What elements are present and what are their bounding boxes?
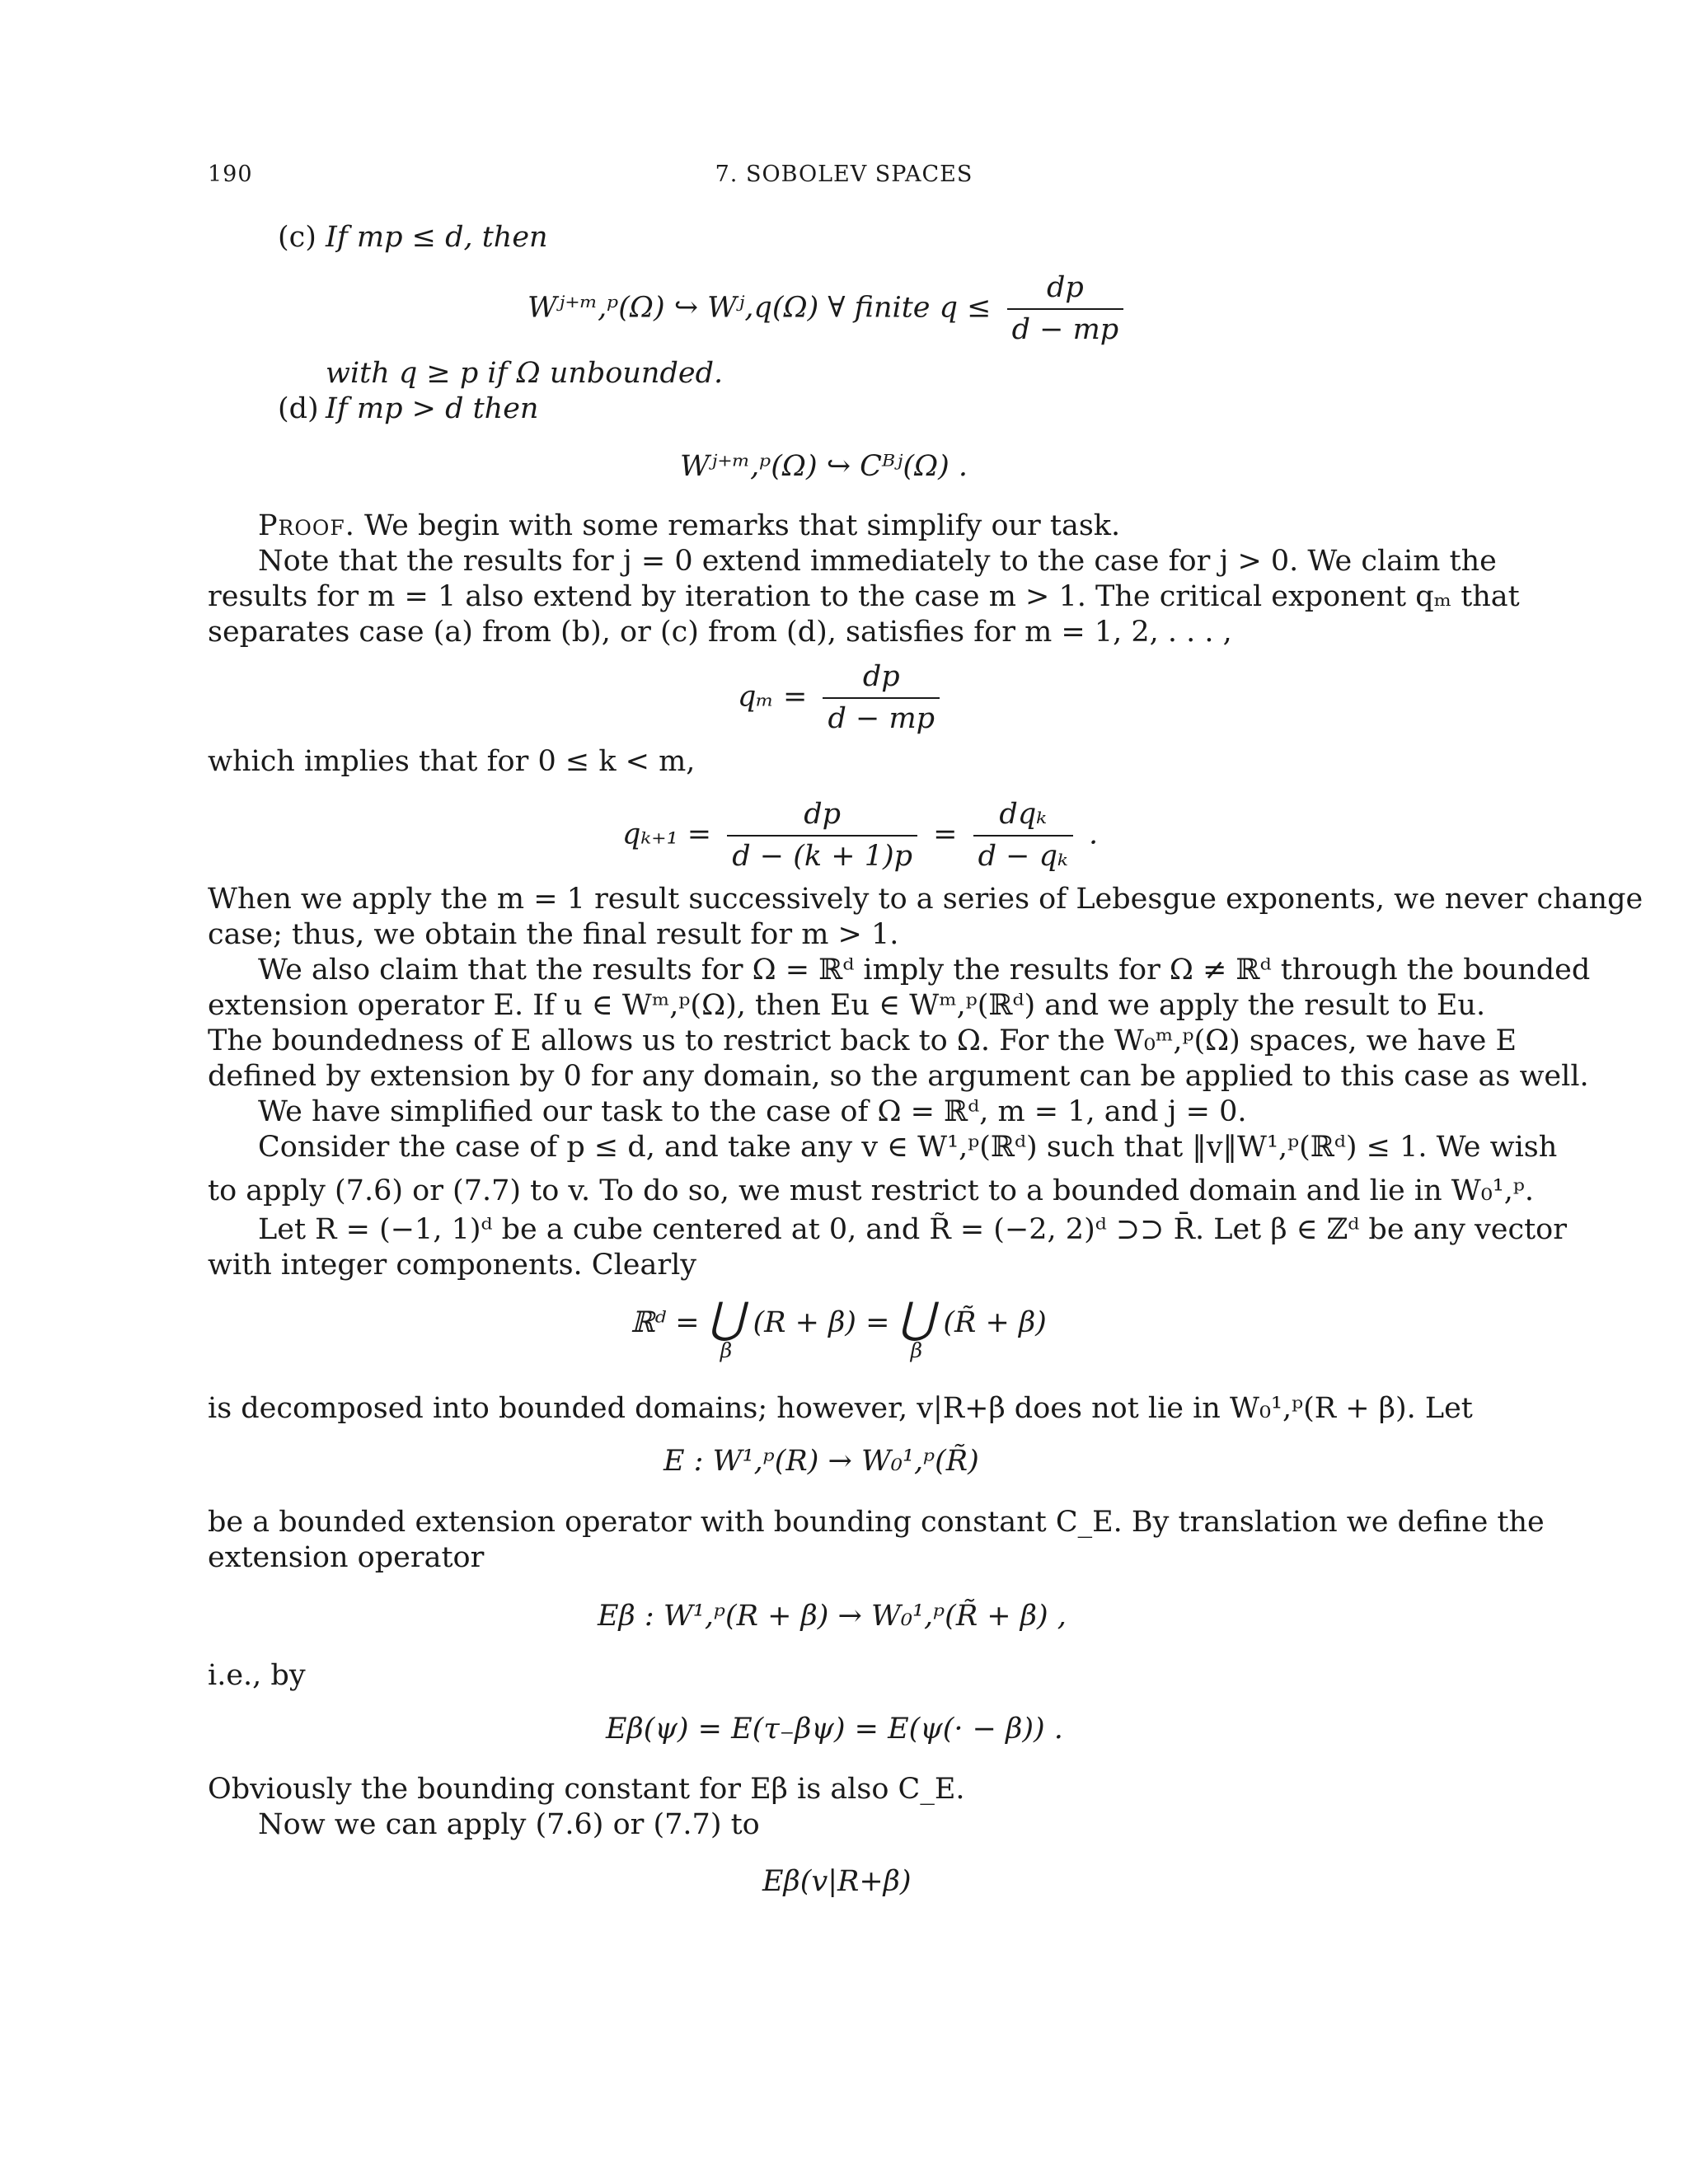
union-symbol: ⋃ bbox=[898, 1294, 935, 1343]
paragraph-5-line-2: to apply (7.6) or (7.7) to v. To do so, we must restrict to a bounded domain and lie in W₀¹,ᵖ. bbox=[208, 1174, 1535, 1207]
union-operator-2 bbox=[898, 1294, 935, 1363]
item-c-display-left: Wʲ⁺ᵐ,ᵖ(Ω) ↪ Wʲ,q(Ω) ∀ finite q ≤ bbox=[528, 291, 992, 325]
paragraph-1-line-1: Note that the results for j = 0 extend immediately to the case for j > 0. We claim the bbox=[258, 545, 1497, 578]
paragraph-5-line-1: Consider the case of p ≤ d, and take any v ∈ W¹,ᵖ(ℝᵈ) such that ‖v‖W¹,ᵖ(ℝᵈ) ≤ 1. We wish bbox=[258, 1131, 1558, 1164]
paragraph-6-line-1: Let R = (−1, 1)ᵈ be a cube centered at 0, and R̃ = (−2, 2)ᵈ ⊃⊃ R̄. Let β ∈ ℤᵈ be any vector bbox=[258, 1213, 1567, 1246]
item-c-continuation: with q ≥ p if Ω unbounded. bbox=[326, 357, 724, 390]
equation-qk-fraction-2 bbox=[973, 797, 1073, 874]
fraction-numerator: dp bbox=[1007, 270, 1124, 310]
paragraph-3-line-4: defined by extension by 0 for any domain, so the argument can be applied to this case as well. bbox=[208, 1060, 1589, 1093]
paragraph-8-line-1: be a bounded extension operator with bounding constant C_E. By translation we define the bbox=[208, 1506, 1545, 1539]
equation-union-rhs: (R̃ + β) bbox=[943, 1306, 1047, 1339]
paragraph-3-line-2: extension operator E. If u ∈ Wᵐ,ᵖ(Ω), then Eu ∈ Wᵐ,ᵖ(ℝᵈ) and we apply the result to Eu. bbox=[208, 989, 1486, 1022]
equation-union-lhs: ℝᵈ = bbox=[631, 1306, 700, 1339]
paragraph-3-line-3: The boundedness of E allows us to restrict back to Ω. For the W₀ᵐ,ᵖ(Ω) spaces, we have E bbox=[208, 1024, 1517, 1057]
proof-label: Proof. bbox=[258, 509, 355, 542]
paragraph-6-line-2: with integer components. Clearly bbox=[208, 1249, 697, 1282]
running-title: 7. SOBOLEV SPACES bbox=[715, 162, 973, 187]
paragraph-9-line-1: Obviously the bounding constant for Eβ is also C_E. bbox=[208, 1773, 965, 1806]
page-number: 190 bbox=[208, 162, 253, 187]
equation-qk-lhs: qₖ₊₁ = bbox=[622, 818, 712, 851]
equation-qk-fraction-1 bbox=[727, 797, 917, 874]
paragraph-1-line-2: results for m = 1 also extend by iteration to the case m > 1. The critical exponent qₘ that bbox=[208, 580, 1520, 613]
equation-qm bbox=[738, 659, 946, 737]
item-d-text: If mp > d then bbox=[326, 392, 539, 425]
equation-qm-fraction bbox=[823, 659, 940, 737]
item-c-label: (c) bbox=[278, 221, 316, 254]
fraction-denominator: d − mp bbox=[828, 702, 935, 735]
ie-line: i.e., by bbox=[208, 1659, 306, 1692]
paragraph-8-line-2: extension operator bbox=[208, 1541, 485, 1574]
equation-qm-lhs: qₘ = bbox=[738, 680, 808, 714]
equation-union-mid: (R + β) = bbox=[753, 1306, 890, 1339]
fraction-denominator: d − mp bbox=[1011, 313, 1119, 346]
union-symbol: ⋃ bbox=[708, 1294, 744, 1343]
proof-line-1 bbox=[258, 509, 1120, 544]
equation-final: Eβ(v|R+β) bbox=[762, 1865, 912, 1898]
fraction-denominator: d − qₖ bbox=[978, 840, 1068, 873]
equation-qk-period: . bbox=[1088, 818, 1099, 851]
equation-translated-operator: Eβ : W¹,ᵖ(R + β) → W₀¹,ᵖ(R̃ + β) , bbox=[598, 1600, 1067, 1633]
fraction-numerator: dqₖ bbox=[973, 797, 1073, 837]
item-c-text: If mp ≤ d, then bbox=[326, 221, 548, 254]
paragraph-2-line-1: When we apply the m = 1 result successively to a series of Lebesgue exponents, we never change bbox=[208, 883, 1643, 916]
paragraph-3-line-1: We also claim that the results for Ω = ℝᵈ imply the results for Ω ≠ ℝᵈ through the bounded bbox=[258, 954, 1591, 987]
fraction-denominator: d − (k + 1)p bbox=[732, 840, 913, 873]
item-c-fraction bbox=[1007, 270, 1124, 348]
paragraph-10-line-1: Now we can apply (7.6) or (7.7) to bbox=[258, 1808, 760, 1841]
fraction-numerator: dp bbox=[727, 797, 917, 837]
implies-line: which implies that for 0 ≤ k < m, bbox=[208, 745, 696, 778]
union-operator-1 bbox=[708, 1294, 744, 1363]
paragraph-4-line-1: We have simplified our task to the case of Ω = ℝᵈ, m = 1, and j = 0. bbox=[258, 1095, 1247, 1128]
equation-union bbox=[631, 1294, 1047, 1363]
equation-translated-definition: Eβ(ψ) = E(τ₋βψ) = E(ψ(· − β)) . bbox=[606, 1713, 1063, 1746]
paragraph-7-line-1: is decomposed into bounded domains; however, v|R+β does not lie in W₀¹,ᵖ(R + β). Let bbox=[208, 1392, 1473, 1425]
item-d-label: (d) bbox=[278, 392, 319, 425]
equation-qk-equals: = bbox=[933, 818, 958, 851]
union-index: β bbox=[910, 1338, 923, 1362]
equation-extension-operator: E : W¹,ᵖ(R) → W₀¹,ᵖ(R̃) bbox=[663, 1445, 979, 1478]
union-index: β bbox=[720, 1338, 733, 1362]
paragraph-1-line-3: separates case (a) from (b), or (c) from (d), satisfies for m = 1, 2, . . . , bbox=[208, 616, 1232, 649]
paragraph-2-line-2: case; thus, we obtain the final result for m > 1. bbox=[208, 918, 899, 951]
fraction-numerator: dp bbox=[823, 659, 940, 699]
equation-qk bbox=[622, 797, 1098, 874]
proof-opening: We begin with some remarks that simplify our task. bbox=[363, 509, 1121, 542]
item-d-display: Wʲ⁺ᵐ,ᵖ(Ω) ↪ Cᴮʲ(Ω) . bbox=[680, 450, 968, 483]
item-c-display bbox=[528, 270, 1130, 348]
